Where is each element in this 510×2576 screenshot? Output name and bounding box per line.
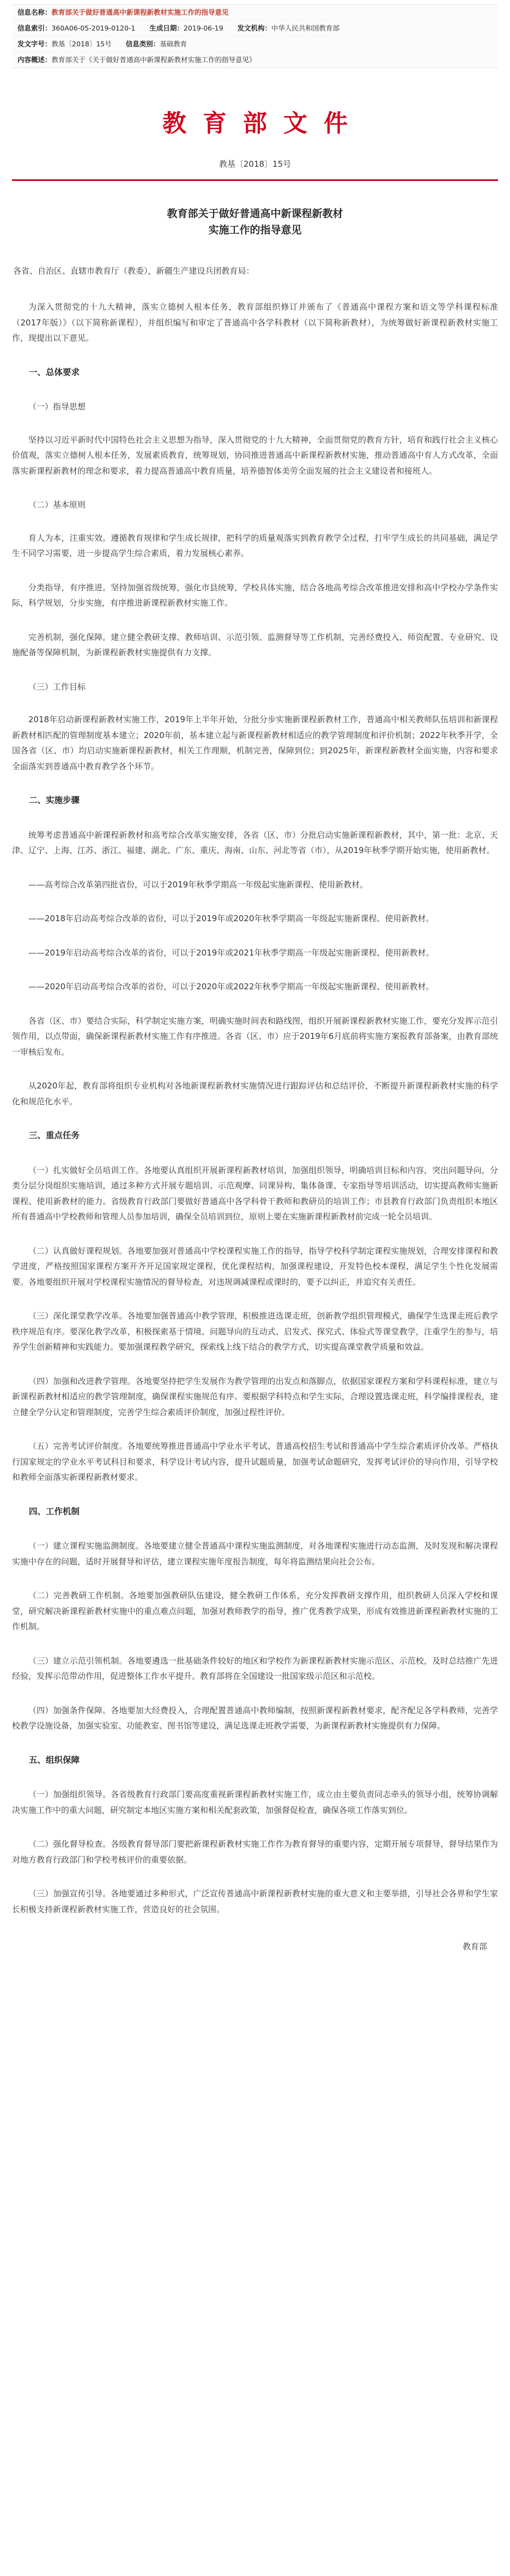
meta-summary-value: 教育部关于《关于做好普通高中新课程新教材实施工作的指导意见》 [51, 56, 256, 64]
meta-row-summary [12, 52, 498, 68]
meta-title-label: 信息名称： [17, 8, 52, 16]
paragraph: ——2018年启动高考综合改革的省份，可以于2019年或2020年秋季学期高一年级起实施新课程、使用新教材。 [28, 914, 434, 924]
section-heading-2: 二、实施步骤 [29, 795, 80, 806]
subsection-heading-1-1: （一）指导思想 [28, 402, 86, 412]
meta-date-value: 2019-06-19 [183, 24, 223, 32]
paragraph: （五）完善考试评价制度。各地要统筹推进普通高中学业水平考试、普通高校招生考试和普通高中学生综合素质评价改革。严格执行国家规定的学业水平考试科目和要求，科学设计考试内容，提升试题质量，加强考试命题研究，发挥考试评价的导向作用，引导学校和教师全面落实新课程新教材要求。 [12, 1441, 498, 1483]
paragraph: 2018年启动新课程新教材实施工作，2019年上半年开始，分批分步实施新课程新教材工作，普通高中相关教师队伍培训和新课程新教材相匹配的管理制度基本建立；2020年前，基本建立起与新课程新教材相适应的教学管理制度和评价机制；2022年秋季开学，全国各省（区、市）均启动实施新课程新教材，相关工作理顺，机制完善，保障到位；到2025年，新课程新教材全面实施，内容和要求全面落实到普通高中教育教学各个环节。 [12, 715, 498, 771]
document-number: 教基〔2018〕15号 [218, 159, 292, 169]
addressee: 各省、自治区、直辖市教育厅（教委），新疆生产建设兵团教育局： [13, 265, 254, 276]
meta-summary-label: 内容概述： [17, 56, 52, 64]
meta-docno-value: 教基〔2018〕15号 [51, 40, 112, 48]
section-heading-1: 一、总体要求 [29, 367, 80, 377]
subsection-heading-1-2: （二）基本原则 [28, 500, 86, 510]
paragraph: （四）加强和改进教学管理。各地要坚持把学生发展作为教学管理的出发点和落脚点，依据国家课程方案和学科课程标准，建立与新课程新教材相适应的教学管理制度，确保课程实施规范有序。要根据学科特点和学生实际，合理设置选课走班，科学编排课程表，建立健全学分认定和管理制度，完善学生综合素质评价制度，加强过程性评价。 [12, 1376, 498, 1417]
paragraph: 完善机制，强化保障。建立健全教研支撑、教师培训、示范引领、监测督导等工作机制，完善经费投入、师资配置、专业研究、设施配备等保障机制，为新课程新教材实施提供有力支撑。 [12, 632, 498, 658]
paragraph: （三）深化课堂教学改革。各地要加强普通高中教学管理，积极推进选课走班，创新教学组织管理模式，确保学生选课走班后教学秩序规范有序。要深化教学改革，积极探索基于情境、问题导向的互动式、启发式、探究式、体验式等课堂教学，注重学生的参与，培养学生创新精神和实践能力。要加强课程教学研究，探索线上线下结合的教学方式，切实提高课堂教学质量和效益。 [12, 1311, 498, 1352]
paragraph: ——2019年启动高考综合改革的省份，可以于2019年或2021年秋季学期高一年级起实施新课程、使用新教材。 [28, 947, 434, 958]
paragraph: 统筹考虑普通高中新课程新教材和高考综合改革实施安排，各省（区、市）分批启动实施新课程新教材，其中，第一批：北京、天津、辽宁、上海、江苏、浙江、福建、湖北、广东、重庆、海南、山东、河北等省（市），从2019年秋季学期开始实施，使用新教材。 [12, 830, 498, 856]
paragraph: （三）加强宣传引导。各地要通过多种形式，广泛宣传普通高中新课程新教材实施的重大意义和主要举措，引导社会各界和学生家长积极支持新课程新教材实施工作，营造良好的社会氛围。 [12, 1889, 498, 1914]
signer: 教育部 [462, 1942, 487, 1952]
paragraph: （一）建立课程实施监测制度。各地要建立健全普通高中课程实施监测制度，对各地课程实施进行动态监测，及时发现和解决课程实施中存在的问题，适时开展督导和评估，建立课程实施年度报告制度，每年将监测结果向社会公布。 [12, 1541, 498, 1567]
subsection-heading-1-3: （三）工作目标 [28, 681, 86, 692]
meta-category-label: 信息类别： [125, 40, 160, 48]
meta-code-label: 信息索引： [17, 24, 52, 32]
meta-title-value: 教育部关于做好普通高中新课程新教材实施工作的指导意见 [51, 8, 229, 16]
paragraph: （一）加强组织领导。各省级教育行政部门要高度重视新课程新教材实施工作，成立由主要负责同志牵头的领导小组，统筹协调解决实施工作中的重大问题，研究制定本地区实施方案和相关配套政策，加强督促检查，确保各项工作落实到位。 [12, 1789, 498, 1815]
paragraph: （四）加强条件保障。各地要加大经费投入，合理配置普通高中教师编制，按照新课程新教材要求，配齐配足各学科教师，完善学校教学设施设备，加强实验室、功能教室、图书馆等建设，满足选课走班教学需要，为新课程新教材实施提供有力保障。 [12, 1705, 498, 1731]
section-heading-5: 五、组织保障 [29, 1755, 80, 1765]
document-page [0, 4, 510, 1987]
paragraph: （二）强化督导检查。各级教育督导部门要把新课程新教材实施工作作为教育督导的重要内容，定期开展专项督导，督导结果作为对地方教育行政部门和学校考核评价的重要依据。 [12, 1839, 498, 1865]
paragraph: 坚持以习近平新时代中国特色社会主义思想为指导，深入贯彻党的十九大精神，全面贯彻党的教育方针，培育和践行社会主义核心价值观，落实立德树人根本任务，发展素质教育，统筹规划，协同推进普通高中新课程新教材实施，推动普通高中育人方式改革，全面落实新课程新教材的理念和要求，着力提高普通高中教育质量，培养德智体美劳全面发展的社会主义建设者和接班人。 [12, 434, 498, 476]
paragraph: 各省（区、市）要结合实际，科学制定实施方案，明确实施时间表和路线图，组织开展新课程新教材实施工作，要充分发挥示范引领作用，以点带面，确保新课程新教材实施工作有序推进。各省（区、市）应于2019年6月底前将实施方案报教育部备案，由教育部统一审核后发布。 [12, 1015, 498, 1057]
paragraph: 育人为本，注重实效。遵循教育规律和学生成长规律，把科学的质量观落实到教育教学全过程，打牢学生成长的共同基础，满足学生不同学习需要，进一步提高学生综合素质，着力发展核心素养。 [12, 533, 498, 559]
red-divider-line [12, 179, 498, 181]
metadata-table [12, 4, 498, 68]
paragraph: （一）扎实做好全员培训工作。各地要认真组织开展新课程新教材培训，加强组织领导，明确培训目标和内容，突出问题导向，分类分层分岗组织实施培训，通过多种方式开展专题培训、示范观摩、同课异构、集体备课、专家指导等培训活动，切实提高教师实施新课程、使用新教材的能力。省级教育行政部门要做好普通高中各学科骨干教师和教研员的培训工作；市县教育行政部门负责组织本地区所有普通高中学校教师和管理人员参加培训，确保全员培训到位，原则上要在实施新课程新教材前完成一轮全员培训。 [12, 1165, 498, 1222]
meta-docno-label: 发文字号： [17, 40, 52, 48]
meta-code-value: 360A06-05-2019-0120-1 [51, 24, 136, 32]
paragraph: ——2020年启动高考综合改革的省份，可以于2020年或2022年秋季学期高一年级起实施新课程、使用新教材。 [28, 982, 434, 992]
document-title [12, 206, 498, 238]
red-header-title: 教育部文件 [162, 110, 364, 137]
meta-publisher-label: 发文机构： [237, 24, 272, 32]
paragraph: （三）建立示范引领机制。各地要遴选一批基础条件较好的地区和学校作为新课程新教材实施示范区、示范校，及时总结推广先进经验，发挥示范带动作用，促进整体工作水平提升。教育部将在全国建设一批国家级示范区和示范校。 [12, 1655, 498, 1682]
paragraph: （二）完善教研工作机制。各地要加强教研队伍建设，健全教研工作体系，充分发挥教研支撑作用，组织教研人员深入学校和课堂，研究解决新课程新教材实施中的重点难点问题，加强对教师教学的指导，推广优秀教学成果，形成有效推进新课程新教材实施的工作机制。 [12, 1591, 498, 1632]
meta-row-index [12, 21, 498, 37]
title-line-2: 实施工作的指导意见 [208, 223, 302, 236]
meta-row-docno [12, 37, 498, 52]
meta-date-label: 生成日期： [149, 24, 184, 32]
intro-paragraph: 为深入贯彻党的十九大精神，落实立德树人根本任务，教育部组织修订并颁布了《普通高中课程方案和语文等学科课程标准（2017年版）》（以下简称新课程），并组织编写和审定了普通高中各学科教材（以下简称新教材），为统筹做好新课程新教材实施工作，现提出以下意见。 [12, 302, 498, 343]
paragraph: 从2020年起，教育部将组织专业机构对各地新课程新教材实施情况进行跟踪评估和总结评价，不断提升新课程新教材实施的科学化和规范化水平。 [12, 1081, 498, 1106]
paragraph: 分类指导，有序推进。坚持加强省级统筹，强化市县统筹，学校具体实施，结合各地高考综合改革推进安排和高中学校办学条件实际，科学规划，分步实施，有序推进新课程新教材实施工作。 [12, 582, 498, 608]
paragraph: ——高考综合改革第四批省份，可以于2019年秋季学期高一年级起实施新课程、使用新教材。 [28, 879, 368, 890]
paragraph: （二）认真做好课程规划。各地要加强对普通高中学校课程实施工作的指导，指导学校科学制定课程实施规划，合理安排课程和教学进度，严格按照国家课程方案开齐开足国家规定课程，优化课程结构，加强课程建设，开发特色校本课程，满足学生个性化发展需要。各地要组织开展对学校课程实施情况的督导检查，对违规调减课程或课时的，要予以纠正，并追究有关责任。 [12, 1245, 498, 1287]
section-heading-3: 三、重点任务 [29, 1130, 80, 1141]
title-line-1: 教育部关于做好普通高中新课程新教材 [167, 208, 343, 220]
meta-publisher-value: 中华人民共和国教育部 [271, 24, 340, 32]
meta-category-value: 基础教育 [160, 40, 187, 48]
meta-row-title [12, 5, 498, 21]
section-heading-4: 四、工作机制 [29, 1506, 80, 1516]
